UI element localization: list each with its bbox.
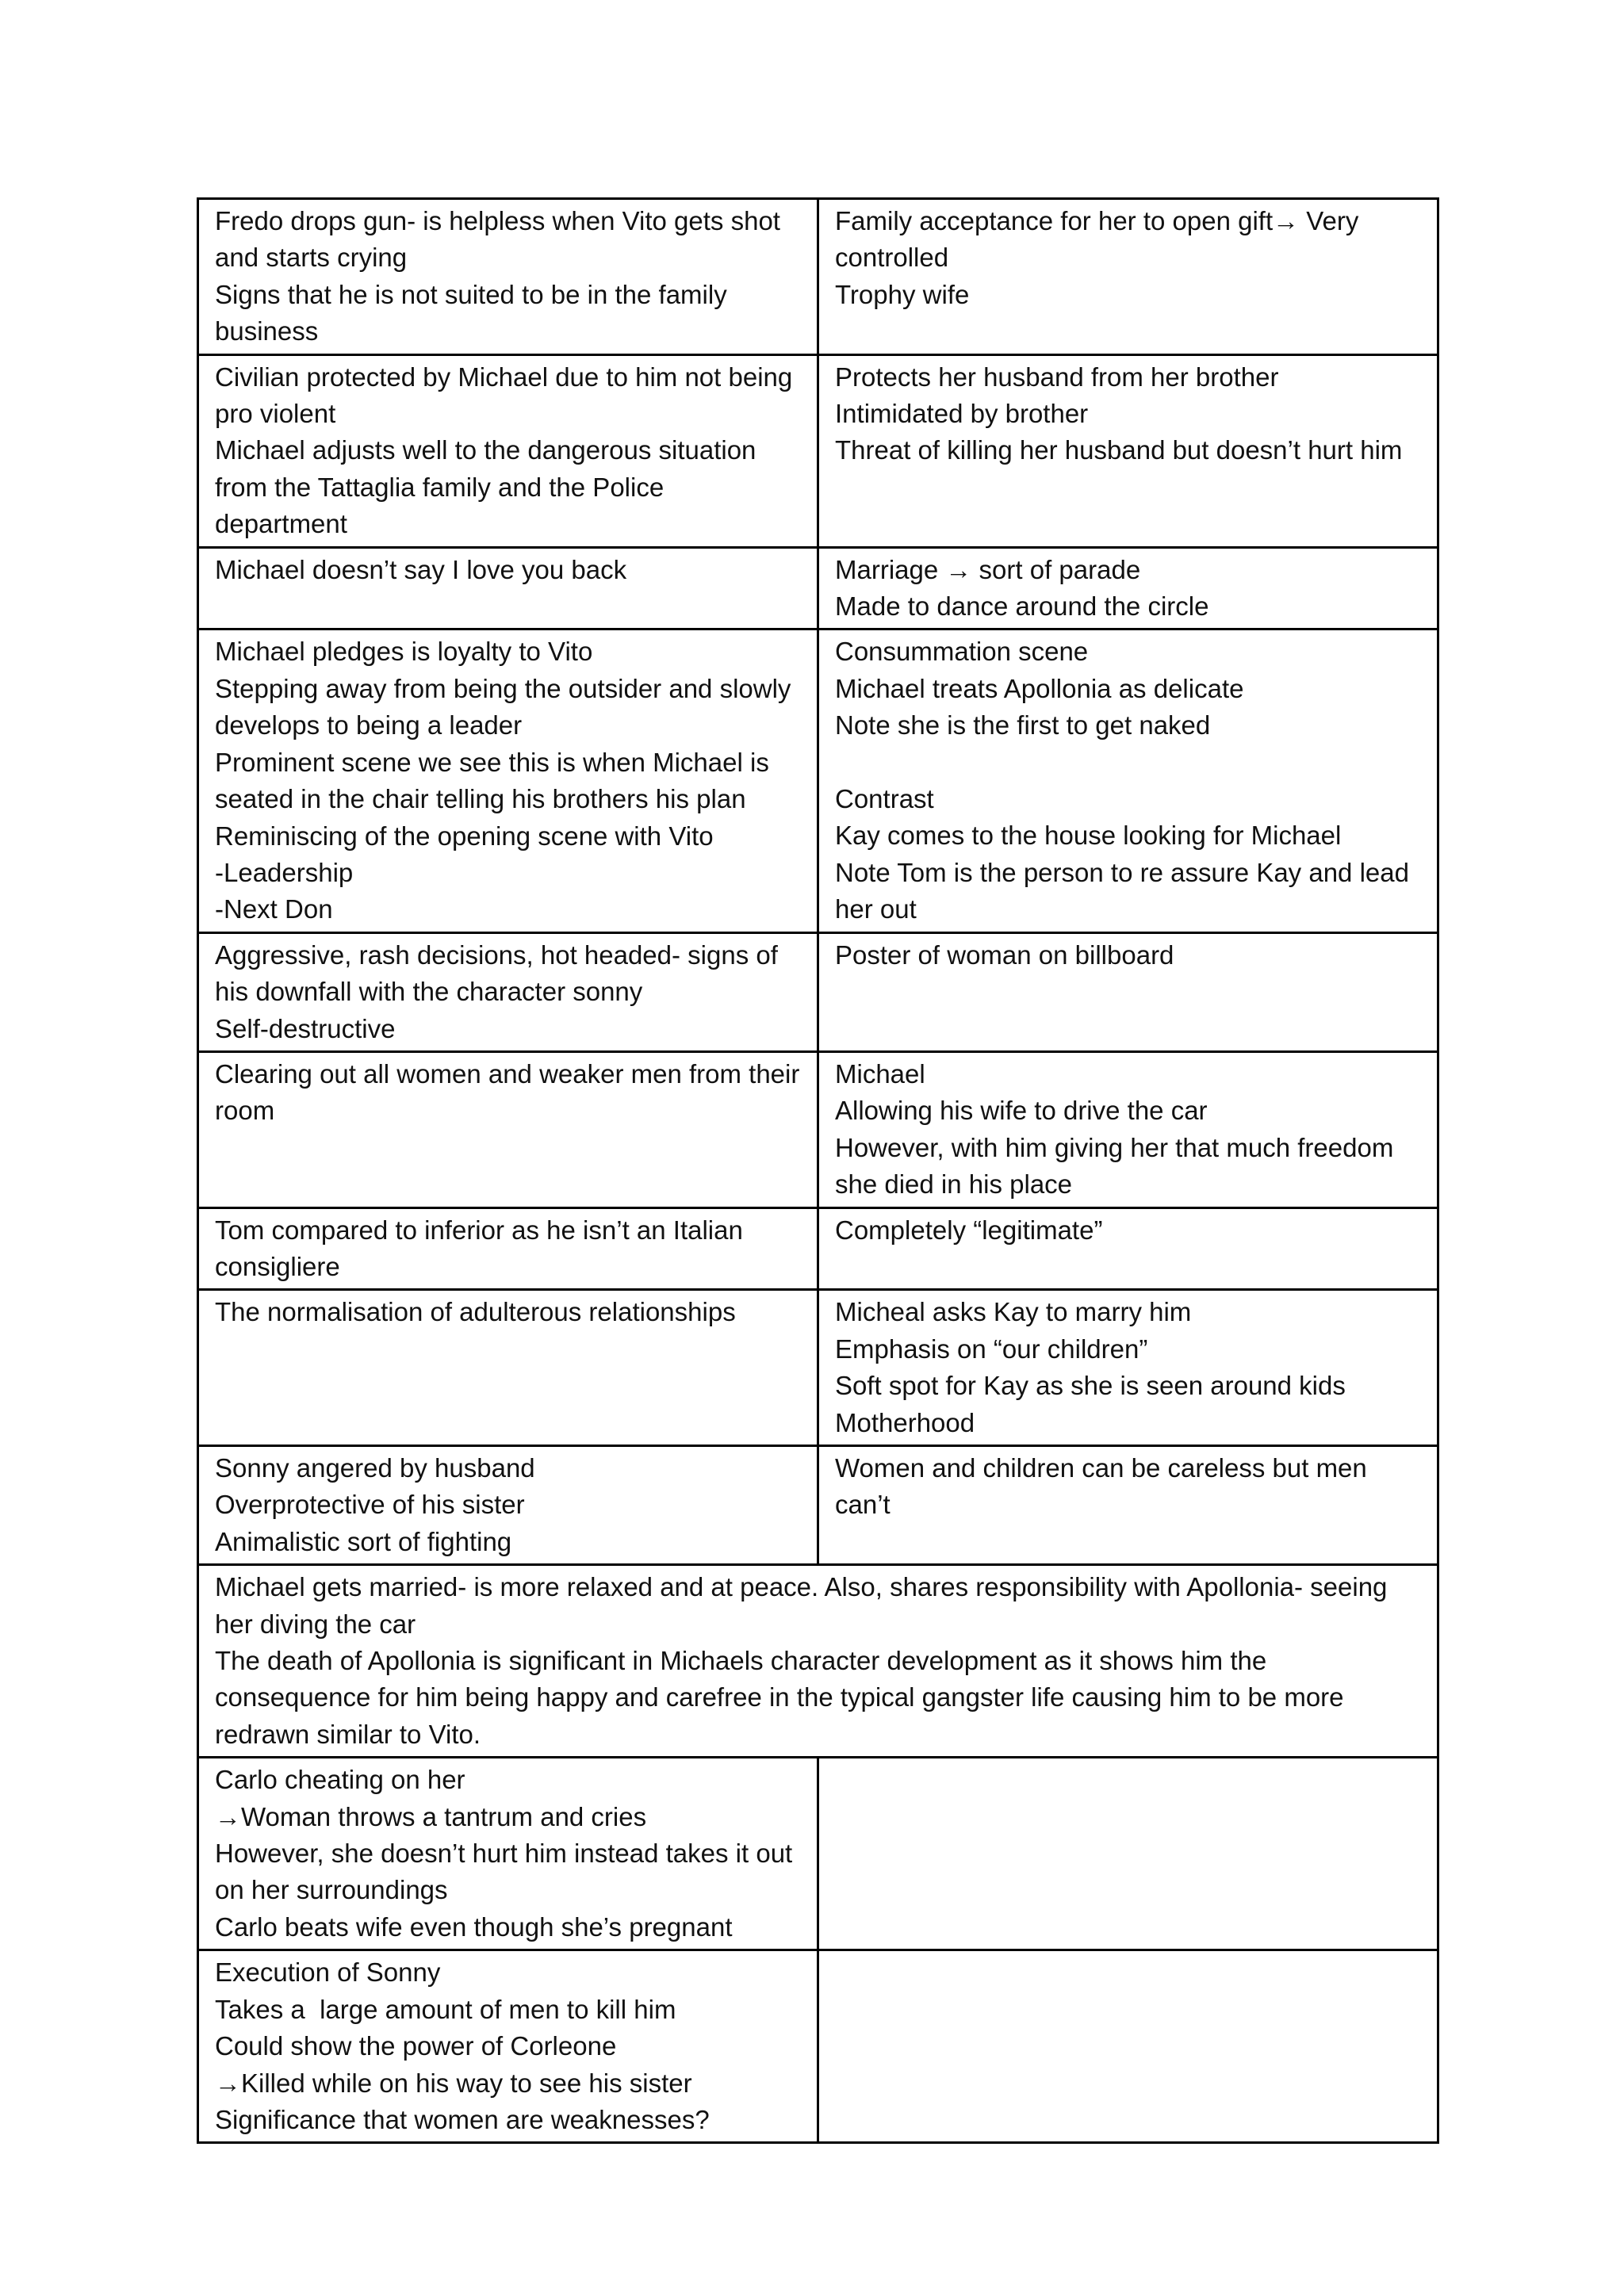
cell-line: Signs that he is not suited to be in the family business	[215, 279, 734, 346]
right-cell	[818, 1290, 1438, 1446]
left-cell	[198, 547, 818, 629]
cell-line: Made to dance around the circle	[835, 591, 1209, 622]
cell-line: Carlo beats wife even though she’s pregnant	[215, 1911, 733, 1942]
cell-line: The normalisation of adulterous relationships	[215, 1297, 736, 1327]
right-cell	[818, 547, 1438, 629]
cell-line: Significance that women are weaknesses?	[215, 2104, 710, 2134]
cell-line: Reminiscing of the opening scene with Vito	[215, 821, 714, 851]
table-row	[198, 629, 1438, 932]
left-cell	[198, 932, 818, 1051]
right-cell	[818, 1758, 1438, 1950]
table-row	[198, 1950, 1438, 2143]
left-cell	[198, 1950, 818, 2143]
cell-line: Michael adjusts well to the dangerous situation from the Tattaglia family and the Police department	[215, 435, 764, 539]
merged-row	[198, 1565, 1438, 1758]
merged-cell	[198, 1565, 1438, 1758]
cell-line: Protects her husband from her brother	[835, 362, 1279, 392]
left-cell	[198, 1290, 818, 1446]
cell-line: Tom compared to inferior as he isn’t an Italian consigliere	[215, 1215, 751, 1281]
cell-line: -Next Don	[215, 894, 333, 924]
cell-line: Prominent scene we see this is when Michael is seated in the chair telling his brothers his plan	[215, 747, 776, 814]
cell-line: Fredo drops gun- is helpless when Vito gets shot and starts crying	[215, 206, 788, 273]
left-cell	[198, 1758, 818, 1950]
cell-line: Civilian protected by Michael due to him not being pro violent	[215, 362, 800, 429]
cell-line: However, she doesn’t hurt him instead takes it out on her surroundings	[215, 1839, 800, 1905]
cell-line: Michael doesn’t say I love you back	[215, 554, 627, 584]
cell-line: Could show the power of Corleone	[215, 2031, 617, 2061]
right-cell	[818, 629, 1438, 932]
cell-line: Michael gets married- is more relaxed and at peace. Also, shares responsibility with Apollonia- seeing her diving the car	[215, 1572, 1395, 1639]
cell-line: However, with him giving her that much freedom she died in his place	[835, 1132, 1401, 1200]
table-row	[198, 1051, 1438, 1207]
cell-line: Motherhood	[835, 1407, 975, 1437]
table-row	[198, 199, 1438, 355]
cell-line: Michael	[835, 1058, 925, 1089]
table-row	[198, 547, 1438, 629]
cell-line: Overprotective of his sister	[215, 1490, 525, 1520]
cell-line: Threat of killing her husband but doesn’t hurt him	[835, 435, 1403, 465]
right-cell	[818, 1207, 1438, 1290]
right-cell	[818, 199, 1438, 355]
cell-line: The death of Apollonia is significant in Michaels character development as it shows him the consequence for him being happy and carefree in the typical gangster life causing him to be more redrawn similar to Vito.	[215, 1646, 1351, 1749]
right-cell	[818, 932, 1438, 1051]
cell-line: Self-destructive	[215, 1013, 396, 1043]
cell-line: Kay comes to the house looking for Michael	[835, 821, 1342, 851]
table-row	[198, 1446, 1438, 1565]
right-cell	[818, 354, 1438, 547]
cell-line: Execution of Sonny	[215, 1957, 441, 1988]
cell-line: Consummation scene	[835, 637, 1089, 667]
cell-line: Stepping away from being the outsider and slowly develops to being a leader	[215, 673, 799, 740]
table-row	[198, 1207, 1438, 1290]
cell-line: →Killed while on his way to see his sister	[215, 2068, 692, 2098]
right-cell	[818, 1051, 1438, 1207]
cell-line: Family acceptance for her to open gift→ Very controlled	[835, 206, 1366, 273]
left-cell	[198, 629, 818, 932]
left-cell	[198, 199, 818, 355]
cell-line: Aggressive, rash decisions, hot headed- signs of his downfall with the character sonny	[215, 939, 786, 1007]
cell-line: Micheal asks Kay to marry him	[835, 1297, 1192, 1327]
table-row	[198, 1290, 1438, 1446]
cell-line: →Woman throws a tantrum and cries	[215, 1801, 647, 1831]
cell-line: Marriage → sort of parade	[835, 554, 1141, 584]
cell-line: Women and children can be careless but men can’t	[835, 1453, 1374, 1520]
cell-line: Clearing out all women and weaker men from their room	[215, 1058, 807, 1126]
cell-line: Note Tom is the person to re assure Kay and lead her out	[835, 857, 1417, 924]
cell-line: Soft spot for Kay as she is seen around kids	[835, 1371, 1346, 1401]
table-row	[198, 1758, 1438, 1950]
cell-line: Allowing his wife to drive the car	[835, 1096, 1208, 1126]
cell-line: Takes a large amount of men to kill him	[215, 1994, 676, 2024]
cell-line: -Leadership	[215, 857, 354, 887]
table-row	[198, 932, 1438, 1051]
right-cell	[818, 1446, 1438, 1565]
left-cell	[198, 1051, 818, 1207]
cell-line: Michael treats Apollonia as delicate	[835, 673, 1244, 703]
cell-line	[835, 744, 1423, 781]
table-row	[198, 354, 1438, 547]
left-cell	[198, 1207, 818, 1290]
cell-line: Emphasis on “our children”	[835, 1334, 1148, 1364]
right-cell	[818, 1950, 1438, 2143]
cell-line: Note she is the first to get naked	[835, 710, 1211, 740]
cell-line: Carlo cheating on her	[215, 1765, 465, 1795]
table-body	[198, 199, 1438, 2143]
left-cell	[198, 1446, 818, 1565]
cell-line: Trophy wife	[835, 279, 970, 309]
cell-line: Poster of woman on billboard	[835, 939, 1174, 970]
cell-line: Completely “legitimate”	[835, 1215, 1103, 1245]
cell-line: Contrast	[835, 784, 934, 814]
cell-line: Intimidated by brother	[835, 399, 1089, 429]
cell-line: Michael pledges is loyalty to Vito	[215, 637, 593, 667]
cell-line: Animalistic sort of fighting	[215, 1526, 512, 1556]
left-cell	[198, 354, 818, 547]
cell-line: Sonny angered by husband	[215, 1453, 535, 1483]
notes-table	[197, 197, 1439, 2144]
